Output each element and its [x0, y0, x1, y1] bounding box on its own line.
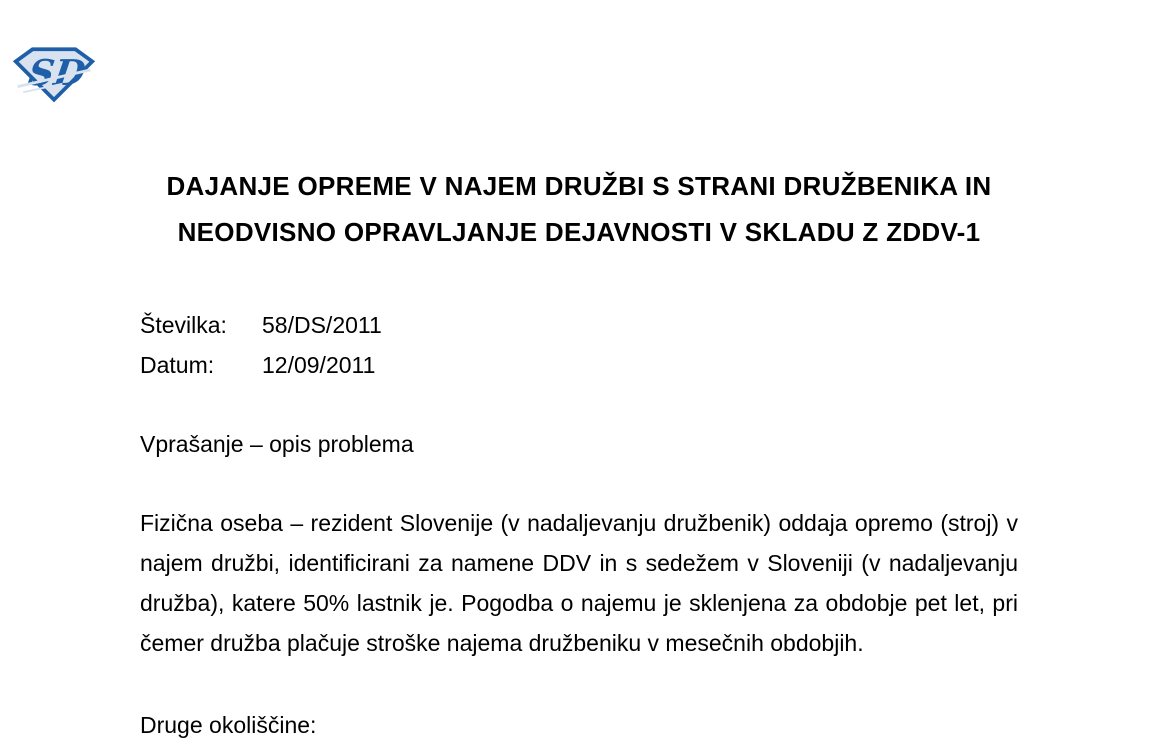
- closing-heading: Druge okoliščine:: [140, 712, 317, 738]
- title-line-1: DAJANJE OPREME V NAJEM DRUŽBI S STRANI DRUŽBENIKA IN: [166, 171, 992, 201]
- title-line-2: NEODVISNO OPRAVLJANJE DEJAVNOSTI V SKLADU Z ZDDV-1: [177, 217, 981, 247]
- document-title: [140, 163, 1018, 255]
- meta-date-label: Datum:: [140, 352, 215, 378]
- logo-letters: SD: [25, 52, 88, 94]
- diamond-logo-icon: [12, 44, 96, 105]
- meta-number-value: 58/DS/2011: [262, 312, 382, 338]
- sd-logo: [12, 44, 96, 105]
- meta-date-value: 12/09/2011: [262, 352, 376, 378]
- document-meta: [140, 305, 382, 385]
- section-heading: Vprašanje – opis problema: [140, 431, 414, 457]
- meta-row-date: [140, 345, 382, 385]
- meta-row-number: [140, 305, 382, 345]
- meta-number-label: Številka:: [140, 312, 227, 338]
- body-paragraph: Fizična oseba – rezident Slovenije (v nadaljevanju družbenik) oddaja opremo (stroj) v najem družbi, identificirani za namene DDV in s sedežem v Sloveniji (v nadaljevanju družba), katere 50% lastnik je. Pogodba o najemu je sklenjena za obdobje pet let, pri čemer družba plačuje stroške najema družbeniku v mesečnih obdobjih.: [140, 510, 1018, 656]
